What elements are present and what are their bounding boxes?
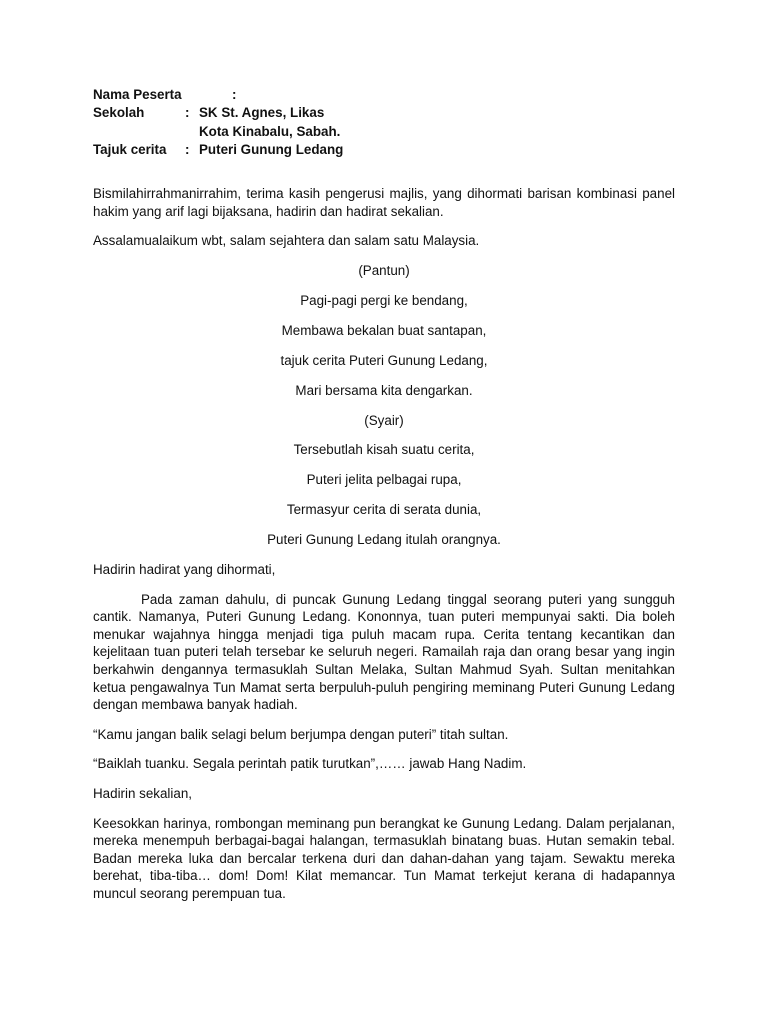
nama-peserta-label: Nama Peserta [93,87,182,102]
sekolah-row [93,104,343,122]
address-paragraph-2: Hadirin sekalian, [93,785,192,801]
syair-line-2: Puteri jelita pelbagai rupa, [306,472,462,488]
tajuk-cerita-colon: : [185,142,190,158]
verse-block [93,262,675,549]
pantun-line-2: Membawa bekalan buat santapan, [281,322,487,338]
speech-body [93,185,675,914]
tajuk-cerita-label: Tajuk cerita [93,142,167,158]
tajuk-cerita-row [93,141,343,159]
greeting-paragraph: Assalamualaikum wbt, salam sejahtera dan salam satu Malaysia. [93,233,480,249]
opening-paragraph: Bismilahirrahmanirrahim, terima kasih pengerusi majlis, yang dihormati barisan kombinasi panel hakim yang arif lagi bijaksana, hadirin dan hadirat sekalian. [93,186,675,219]
pantun-line-4: Mari bersama kita dengarkan. [295,382,473,398]
quote-paragraph-1: “Kamu jangan balik selagi belum berjumpa dengan puteri” titah sultan. [93,726,509,742]
pantun-line-1: Pagi-pagi pergi ke bendang, [300,292,468,308]
tajuk-cerita-value: Puteri Gunung Ledang [199,142,344,158]
verse-heading-pantun: (Pantun) [358,263,410,279]
sekolah-label: Sekolah [93,105,145,121]
syair-line-3: Termasyur cerita di serata dunia, [286,502,482,518]
syair-line-4: Puteri Gunung Ledang itulah orangnya. [267,532,501,548]
pantun-line-3: tajuk cerita Puteri Gunung Ledang, [280,352,488,368]
sekolah-value-line-2: Kota Kinabalu, Sabah. [199,123,341,139]
quote-paragraph-2: “Baiklah tuanku. Segala perintah patik turutkan”,…… jawab Hang Nadim. [93,756,527,772]
nama-peserta-colon: : [232,87,237,102]
participant-header [93,86,343,160]
story-paragraph-1: Pada zaman dahulu, di puncak Gunung Ledang tinggal seorang puteri yang sungguh cantik. Namanya, Puteri Gunung Ledang. Kononnya, tuan puteri mempunyai sakti. Dia boleh menukar wajahnya hingga menjadi tiga puluh macam rupa. Cerita tentang kecantikan dan kejelitaan tuan puteri telah tersebar ke seluruh negeri. Ramailah raja dan orang besar yang ingin berkahwin dengannya termasuklah Sultan Melaka, Sultan Mahmud Syah. Sultan menitahkan ketua pengawalnya Tun Mamat serta berpuluh-puluh pengiring meminang Puteri Gunung Ledang dengan membawa banyak hadiah. [93,591,675,713]
sekolah-colon: : [185,105,190,121]
address-paragraph-1: Hadirin hadirat yang dihormati, [93,561,276,577]
nama-peserta-row [93,86,343,104]
syair-line-1: Tersebutlah kisah suatu cerita, [293,442,475,458]
verse-heading-syair: (Syair) [364,412,404,428]
story-paragraph-2: Keesokkan harinya, rombongan meminang pun berangkat ke Gunung Ledang. Dalam perjalanan, mereka menempuh berbagai-bagai halangan, termasuklah binatang buas. Hutan semakin tebal. Badan mereka luka dan bercalar terkena duri dan dahan-dahan yang tajam. Sewaktu mereka berehat, tiba-tiba… dom! Dom! Kilat memancar. Tun Mamat terkejut kerana di hadapannya muncul seorang perempuan tua. [93,815,675,901]
sekolah-value-line-1: SK St. Agnes, Likas [199,105,325,121]
sekolah-row-cont [93,123,343,141]
